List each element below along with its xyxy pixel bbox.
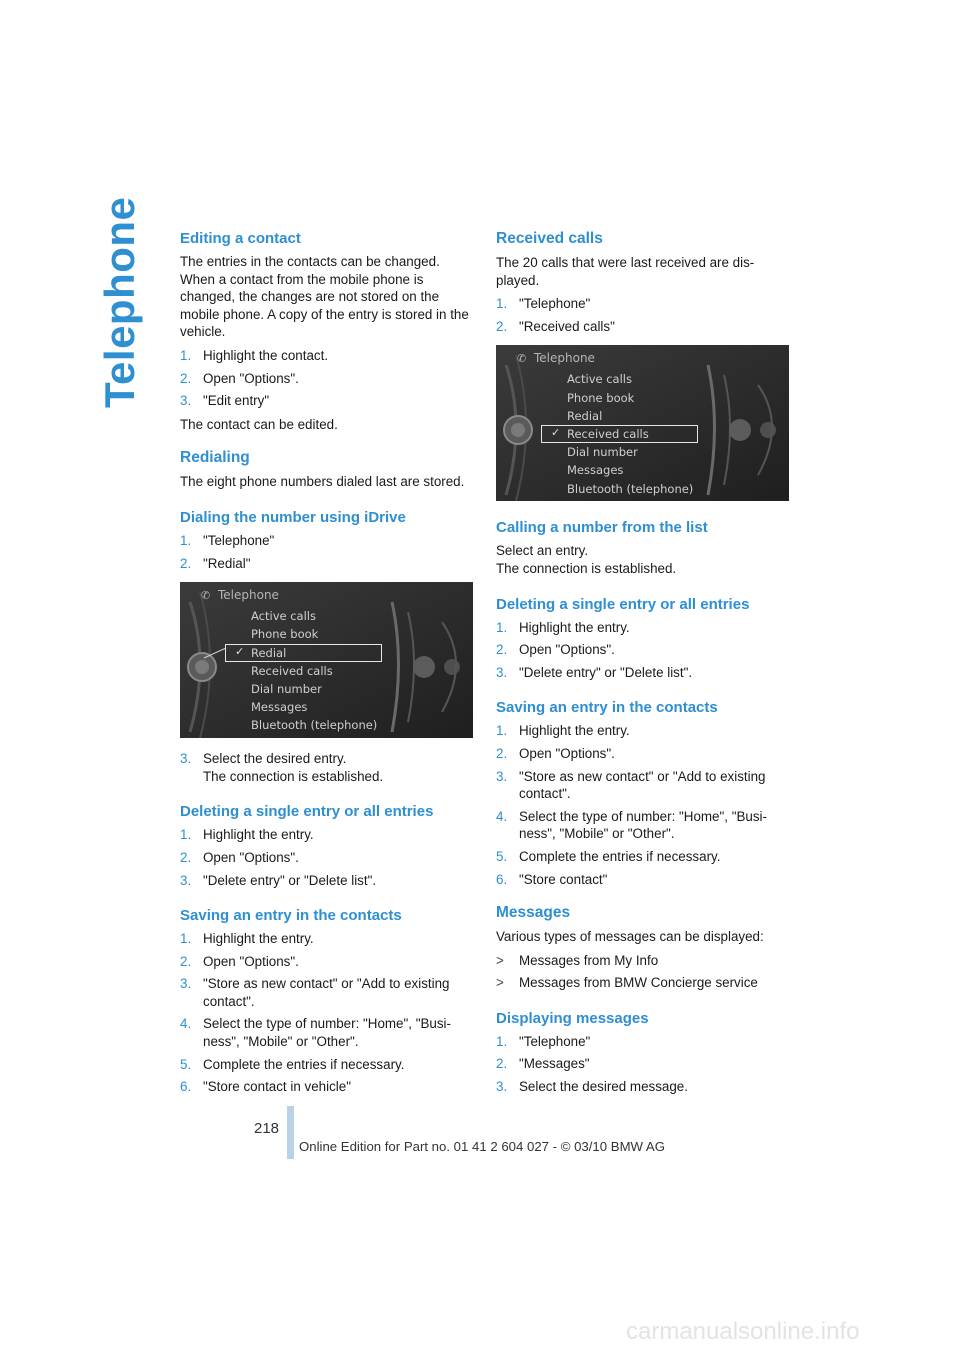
- step-number: 1.: [496, 723, 508, 739]
- step-text: "Store contact": [519, 871, 608, 887]
- menu-item[interactable]: Redial: [567, 408, 603, 423]
- step-text: "Edit entry": [203, 393, 270, 409]
- menu-item[interactable]: Bluetooth (telephone): [251, 718, 378, 733]
- bullet-marker: >: [496, 975, 504, 991]
- list-item: [180, 930, 476, 948]
- step-number: 2.: [180, 849, 192, 865]
- menu-item[interactable]: Received calls: [251, 663, 333, 678]
- left-column: [180, 230, 476, 1102]
- list-item: [496, 974, 792, 992]
- redialing-text: The eight phone numbers dialed last are stored.: [180, 474, 465, 490]
- heading-calling-from-list: Calling a number from the list: [496, 519, 708, 537]
- deleting-steps: [496, 619, 792, 682]
- step-text-line: The connection is established.: [203, 768, 384, 784]
- step-text: "Delete entry" or "Delete list".: [203, 872, 377, 888]
- list-item: [180, 370, 476, 388]
- list-item: [496, 768, 792, 803]
- list-item: [496, 619, 792, 637]
- edition-notice: Online Edition for Part no. 01 41 2 604 027 - © 03/10 BMW AG: [299, 1139, 665, 1154]
- step-number: 2.: [496, 318, 508, 334]
- heading-messages: Messages: [496, 904, 571, 922]
- step-text: "Store contact in vehicle": [203, 1079, 351, 1095]
- step-number: 4.: [180, 1016, 192, 1032]
- editing-outro: The contact can be edited.: [180, 416, 338, 432]
- menu-item[interactable]: Active calls: [251, 609, 316, 624]
- step-number: 5.: [180, 1056, 192, 1072]
- list-item: [180, 975, 476, 1010]
- bullet-marker: >: [496, 952, 504, 968]
- step-number: 1.: [496, 619, 508, 635]
- step-number: 1.: [180, 931, 192, 947]
- step-text: Complete the entries if necessary.: [519, 848, 721, 864]
- step-text: "Store as new contact" or "Add to existing contact".: [203, 976, 450, 1009]
- list-item: [180, 826, 476, 844]
- menu-item[interactable]: Dial number: [251, 681, 322, 696]
- list-item: [496, 1033, 792, 1051]
- step-number: 5.: [496, 848, 508, 864]
- list-item: [180, 750, 476, 785]
- heading-displaying-messages: Displaying messages: [496, 1009, 649, 1027]
- menu-item[interactable]: Dial number: [567, 445, 638, 460]
- heading-saving: Saving an entry in the contacts: [180, 907, 402, 925]
- list-item: [496, 318, 792, 336]
- step-text: "Telephone": [519, 296, 591, 312]
- list-item: [496, 871, 792, 889]
- step-number: 1.: [496, 296, 508, 312]
- menu-item[interactable]: Phone book: [567, 390, 635, 405]
- step-text: Open "Options".: [519, 642, 615, 658]
- step-text: Highlight the entry.: [203, 827, 314, 843]
- heading-dialing-idrive: Dialing the number using iDrive: [180, 508, 406, 526]
- right-column: [496, 230, 792, 1102]
- list-item: [496, 664, 792, 682]
- received-steps: [496, 295, 792, 335]
- bullet-text: Messages from BMW Concierge service: [519, 975, 758, 991]
- screen-menu: [251, 607, 377, 734]
- list-item: [180, 1015, 476, 1050]
- list-item: [496, 295, 792, 313]
- step-number: 3.: [180, 393, 192, 409]
- step-number: 1.: [180, 827, 192, 843]
- step-text: "Redial": [203, 555, 251, 571]
- step-number: 3.: [180, 751, 192, 767]
- heading-deleting: Deleting a single entry or all entries: [180, 803, 434, 821]
- step-number: 3.: [496, 1079, 508, 1095]
- step-number: 2.: [180, 953, 192, 969]
- menu-item[interactable]: Messages: [251, 700, 308, 715]
- step-number: 2.: [496, 1056, 508, 1072]
- step-text-line: Select the desired entry.: [203, 751, 347, 767]
- step-text: Highlight the contact.: [203, 347, 329, 363]
- heading-redialing: Redialing: [180, 449, 250, 467]
- list-item: [496, 1078, 792, 1096]
- footer-accent-bar: [287, 1106, 294, 1159]
- received-intro: The 20 calls that were last received are dis-played.: [496, 255, 755, 288]
- step-text: Open "Options".: [203, 849, 299, 865]
- step-text: "Messages": [519, 1056, 590, 1072]
- step-text: "Received calls": [519, 318, 615, 334]
- step-number: 3.: [496, 768, 508, 784]
- list-item: [496, 808, 792, 843]
- messages-intro: Various types of messages can be displayed:: [496, 929, 764, 945]
- list-item: [180, 392, 476, 410]
- check-icon: ✓: [551, 426, 561, 440]
- menu-item[interactable]: Phone book: [251, 627, 319, 642]
- step-text: Select the desired message.: [519, 1079, 688, 1095]
- editing-steps: [180, 347, 476, 410]
- step-text: Select the type of number: "Home", "Busi-ness", "Mobile" or "Other".: [203, 1016, 451, 1050]
- step-text: Highlight the entry.: [519, 619, 630, 635]
- step-number: 1.: [180, 532, 192, 548]
- step-number: 3.: [496, 664, 508, 680]
- step-text: Complete the entries if necessary.: [203, 1056, 405, 1072]
- calling-line: Select an entry.: [496, 543, 589, 559]
- step-number: 2.: [496, 745, 508, 761]
- step-number: 2.: [180, 370, 192, 386]
- list-item: [496, 745, 792, 763]
- step-text: Highlight the entry.: [203, 931, 314, 947]
- menu-item-selected[interactable]: Redial: [251, 645, 287, 660]
- step-text: "Delete entry" or "Delete list".: [519, 664, 693, 680]
- step-text: "Telephone": [519, 1033, 591, 1049]
- saving-steps: [496, 722, 792, 888]
- heading-received-calls: Received calls: [496, 230, 603, 247]
- list-item: [180, 532, 476, 550]
- step-text: Open "Options".: [519, 745, 615, 761]
- list-item: [180, 953, 476, 971]
- idrive-screenshot-received: [496, 345, 789, 501]
- page-number: 218: [254, 1120, 280, 1137]
- step-text: "Telephone": [203, 532, 275, 548]
- step-number: 6.: [496, 871, 508, 887]
- screen-header: Telephone: [218, 588, 279, 603]
- screen-header: Telephone: [534, 351, 595, 366]
- idrive-screenshot-redial: [180, 582, 473, 738]
- dialing-step-3: [180, 750, 476, 785]
- step-number: 3.: [180, 872, 192, 888]
- check-icon: ✓: [235, 645, 245, 659]
- screen-menu: [567, 370, 693, 497]
- menu-item[interactable]: Bluetooth (telephone): [567, 481, 694, 496]
- list-item: [496, 641, 792, 659]
- editing-intro: The entries in the contacts can be changed. When a contact from the mobile phone is changed, the changes are not stored on the mobile phone. A copy of the entry is stored in the vehicle.: [180, 254, 469, 340]
- step-text: Open "Options".: [203, 953, 299, 969]
- step-number: 3.: [180, 976, 192, 992]
- list-item: [180, 872, 476, 890]
- list-item: [180, 347, 476, 365]
- list-item: [496, 1055, 792, 1073]
- step-text: Open "Options".: [203, 370, 299, 386]
- menu-item-selected[interactable]: Received calls: [567, 426, 649, 441]
- heading-deleting: Deleting a single entry or all entries: [496, 595, 750, 613]
- dialing-steps: [180, 532, 476, 572]
- calling-text: [496, 542, 792, 577]
- deleting-steps: [180, 826, 476, 889]
- watermark: carmanualsonline.info: [626, 1318, 860, 1345]
- list-item: [496, 952, 792, 970]
- step-number: 2.: [496, 642, 508, 658]
- step-text: "Store as new contact" or "Add to existing contact".: [519, 768, 766, 802]
- step-number: 1.: [180, 347, 192, 363]
- menu-item[interactable]: Active calls: [567, 372, 632, 387]
- list-item: [180, 1078, 476, 1096]
- list-item: [180, 555, 476, 573]
- phone-icon: ✆: [201, 589, 211, 603]
- list-item: [180, 849, 476, 867]
- step-text: [203, 750, 383, 785]
- list-item: [180, 1056, 476, 1074]
- heading-saving: Saving an entry in the contacts: [496, 699, 718, 717]
- side-section-title: Telephone: [96, 196, 143, 408]
- heading-editing-contact: Editing a contact: [180, 230, 301, 247]
- saving-steps: [180, 930, 476, 1096]
- phone-icon: ✆: [517, 352, 527, 366]
- step-number: 4.: [496, 808, 508, 824]
- displaying-steps: [496, 1033, 792, 1096]
- menu-item[interactable]: Messages: [567, 463, 624, 478]
- list-item: [496, 848, 792, 866]
- calling-line: The connection is established.: [496, 560, 677, 576]
- bullet-text: Messages from My Info: [519, 952, 659, 968]
- step-number: 6.: [180, 1079, 192, 1095]
- step-text: Select the type of number: "Home", "Busi-ness", "Mobile" or "Other".: [519, 808, 767, 842]
- list-item: [496, 722, 792, 740]
- messages-list: [496, 952, 792, 992]
- step-text: Highlight the entry.: [519, 723, 630, 739]
- step-number: 1.: [496, 1033, 508, 1049]
- step-number: 2.: [180, 555, 192, 571]
